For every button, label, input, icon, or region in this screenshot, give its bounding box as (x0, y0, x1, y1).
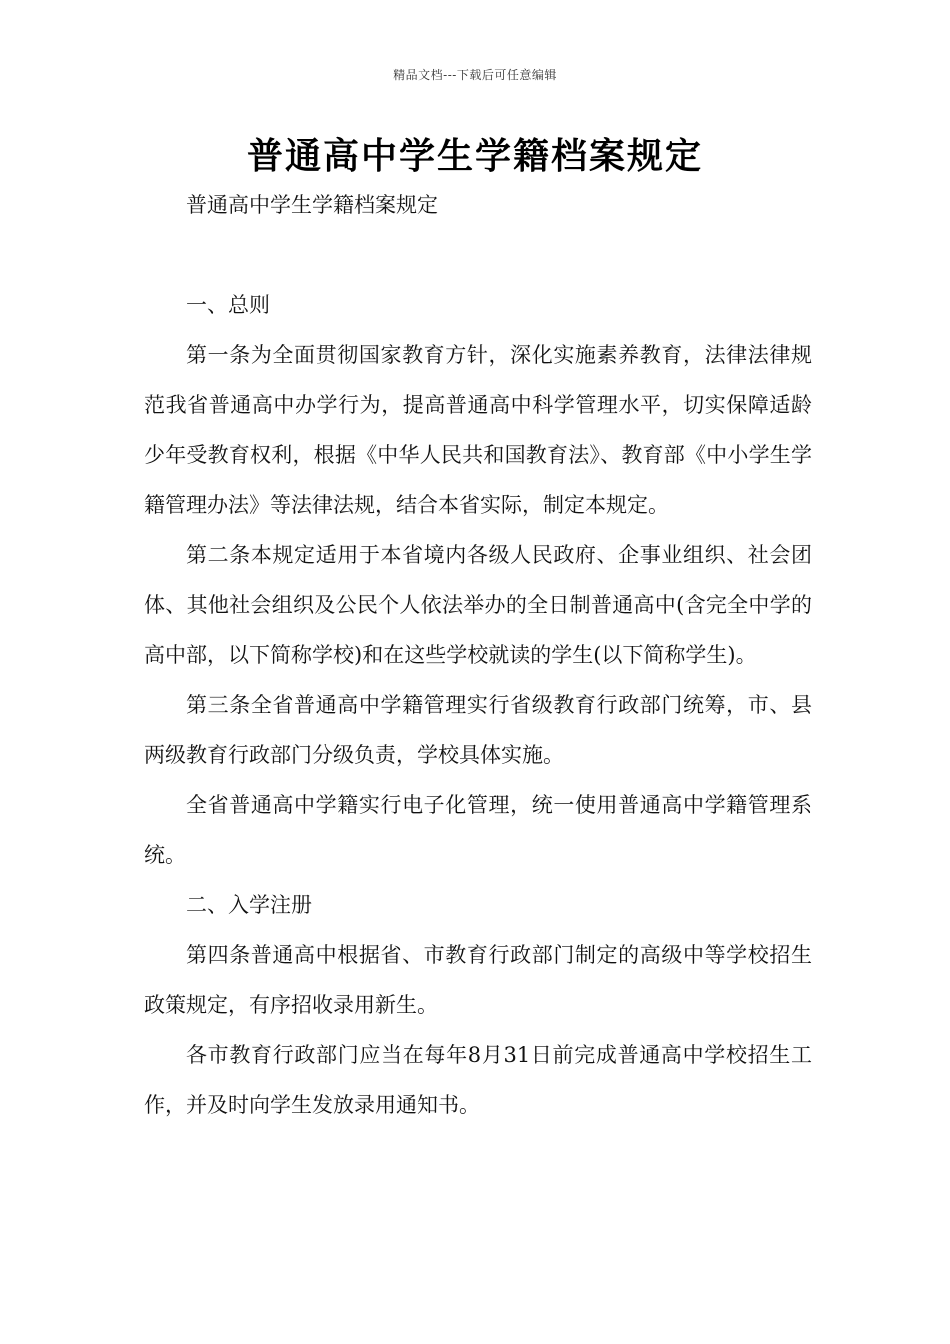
paragraph: 第四条普通高中根据省、市教育行政部门制定的高级中等学校招生政策规定，有序招收录用新生。 (144, 943, 812, 1017)
paragraph: 全省普通高中学籍实行电子化管理，统一使用普通高中学籍管理系统。 (144, 793, 812, 867)
document-body (144, 180, 812, 1130)
header-note: 精品文档---下载后可任意编辑 (393, 68, 557, 82)
paragraph: 第三条全省普通高中学籍管理实行省级教育行政部门统筹，市、县两级教育行政部门分级负责，学校具体实施。 (144, 693, 812, 767)
section-heading: 一、总则 (186, 293, 270, 317)
paragraph: 各市教育行政部门应当在每年8月31日前完成普通高中学校招生工作，并及时向学生发放录用通知书。 (144, 1043, 812, 1117)
document-title: 普通高中学生学籍档案规定 (246, 135, 703, 177)
section-heading: 二、入学注册 (186, 893, 312, 917)
document-subtitle: 普通高中学生学籍档案规定 (186, 193, 438, 217)
paragraph: 第二条本规定适用于本省境内各级人民政府、企事业组织、社会团体、其他社会组织及公民个人依法举办的全日制普通高中(含完全中学的高中部，以下简称学校)和在这些学校就读的学生(以下简称学生)。 (144, 543, 812, 667)
paragraph: 第一条为全面贯彻国家教育方针，深化实施素养教育，法律法律规范我省普通高中办学行为，提高普通高中科学管理水平，切实保障适龄少年受教育权利，根据《中华人民共和国教育法》、教育部《中小学生学籍管理办法》等法律法规，结合本省实际，制定本规定。 (144, 343, 812, 517)
